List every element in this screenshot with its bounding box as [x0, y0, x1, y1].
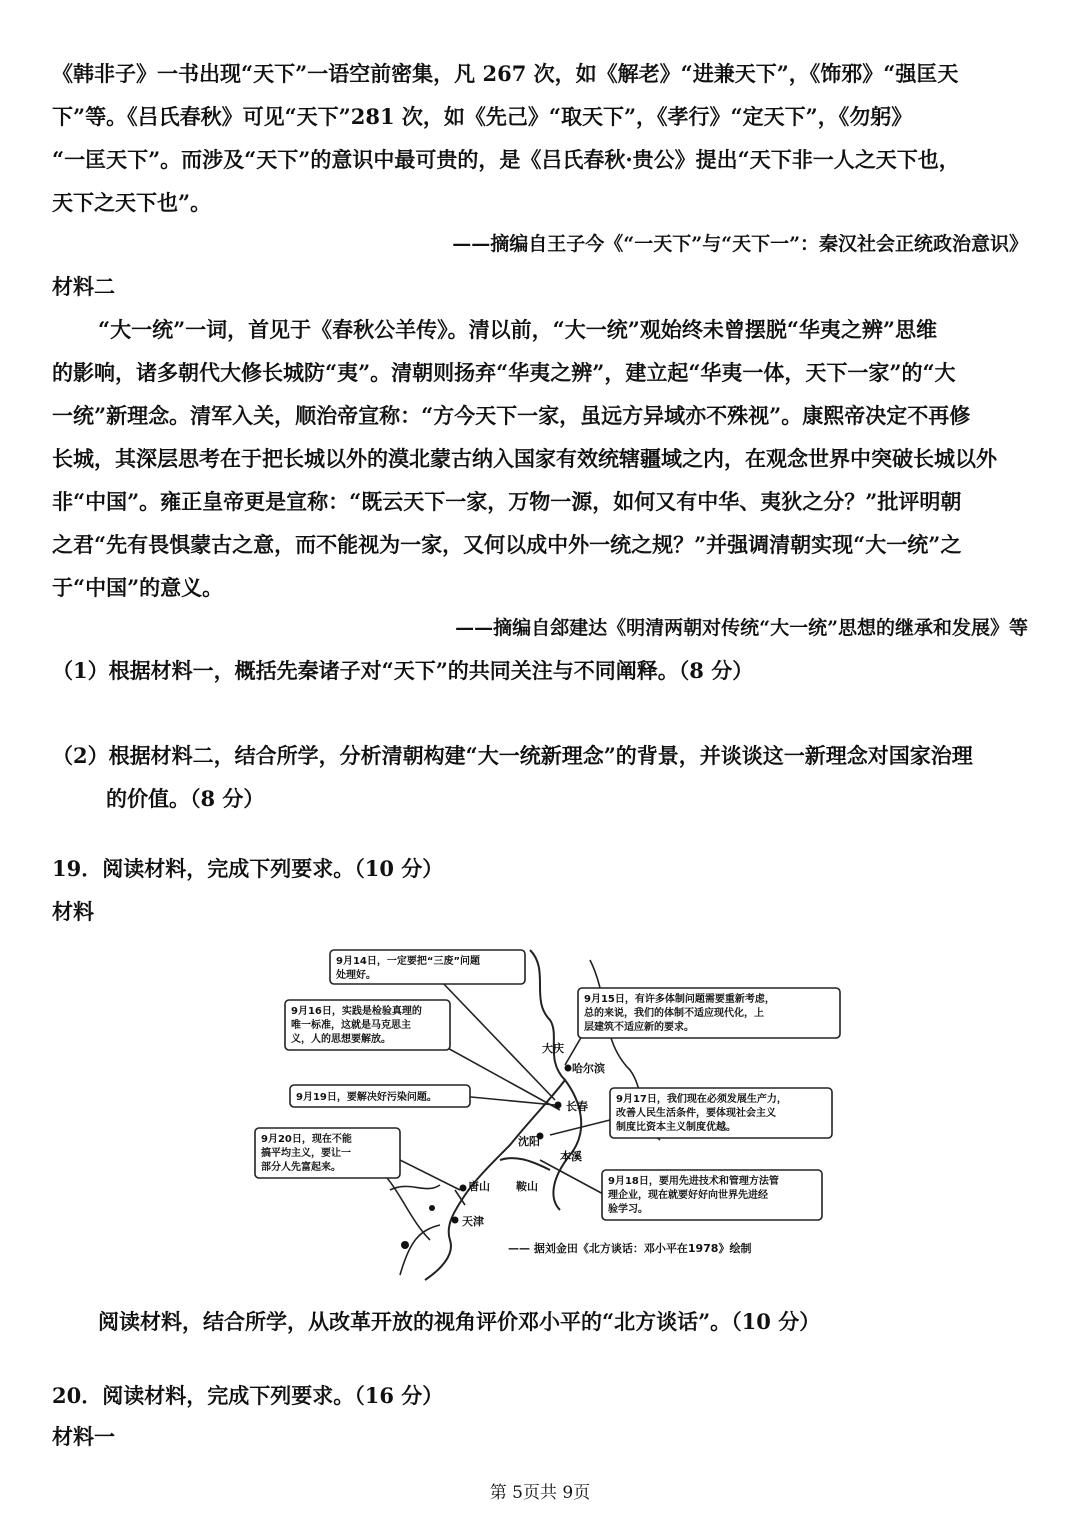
callout-0915-l1: 9月15日，有许多体制问题需要重新考虑，	[584, 994, 775, 1005]
callout-0918-l1: 9月18日，要用先进技术和管理方法管	[608, 1176, 779, 1187]
material2-line: 于“中国”的意义。	[52, 575, 224, 600]
map-source: —— 据刘金田《北方谈话：邓小平在1978》绘制	[508, 1242, 752, 1255]
city-label-anshan: 鞍山	[516, 1180, 538, 1193]
north-talk-map	[250, 940, 850, 1285]
material1-line: 天下之天下也”。	[52, 190, 212, 215]
question-1: （1）根据材料一，概括先秦诸子对“天下”的共同关注与不同阐释。（8 分）	[52, 658, 754, 683]
material2-title: 材料二	[52, 274, 115, 299]
material2-line: 长城，其深层思考在于把长城以外的漠北蒙古纳入国家有效统辖疆域之内，在观念世界中突破长城以外	[52, 446, 997, 471]
city-dot-changchun	[555, 1102, 562, 1109]
city-dot-harbin	[565, 1065, 572, 1072]
callout-0916-l3: 义，人的思想要解放。	[291, 1034, 391, 1045]
material2-line: 非“中国”。雍正皇帝更是宣称：“既云天下一家，万物一源，如何又有中华、夷狄之分？”批评明朝	[52, 489, 962, 514]
callout-0918-l2: 理企业，现在就要好好向世界先进经	[608, 1190, 768, 1201]
callout-0920-l3: 部分人先富起来。	[261, 1162, 341, 1173]
callout-0915-l3: 层建筑不适应新的要求。	[584, 1022, 694, 1033]
callout-0915-l2: 总的来说，我们的体制不适应现代化，上	[584, 1008, 764, 1019]
city-dot-unlabeled	[429, 1205, 435, 1211]
question-19: 阅读材料，结合所学，从改革开放的视角评价邓小平的“北方谈话”。（10 分）	[98, 1309, 821, 1334]
material2-line: 的影响，诸多朝代大修长城防“夷”。清朝则扬弃“华夷之辨”，建立起“华夷一体，天下一家”的“大	[52, 360, 956, 385]
callout-0920-l2: 搞平均主义，要让一	[261, 1148, 351, 1159]
material2-line: “大一统”一词，首见于《春秋公羊传》。清以前，“大一统”观始终未曾摆脱“华夷之辨”思维	[98, 317, 937, 342]
question-20-title: 20．阅读材料，完成下列要求。（16 分）	[52, 1383, 444, 1408]
callout-0919: 9月19日，要解决好污染问题。	[296, 1092, 437, 1103]
question-2-cont: 的价值。（8 分）	[106, 786, 265, 811]
material1-line: 下”等。《吕氏春秋》可见“天下”281 次，如《先己》“取天下”，《孝行》“定天下”，《勿躬》	[52, 104, 913, 129]
question-19-material-label: 材料	[52, 899, 94, 924]
question-19-title: 19．阅读材料，完成下列要求。（10 分）	[52, 856, 444, 881]
map-region	[400, 1225, 440, 1275]
city-label-shenyang: 沈阳	[518, 1135, 540, 1148]
material1-line: 《韩非子》一书出现“天下”一语空前密集，凡 267 次，如《解老》“进兼天下”，《饰邪》“强匡天	[52, 61, 959, 86]
callout-0916-l1: 9月16日，实践是检验真理的	[291, 1006, 422, 1017]
city-dot-tianjin	[452, 1217, 459, 1224]
city-label-benxi: 本溪	[560, 1150, 582, 1163]
question-20-material-label: 材料一	[52, 1424, 115, 1449]
material2-line: 之君“先有畏惧蒙古之意，而不能视为一家，又何以成中外一统之规？”并强调清朝实现“大一统”之	[52, 532, 962, 557]
city-label-daqing: 大庆	[542, 1042, 564, 1055]
callout-0916-l2: 唯一标准，这就是马克思主	[291, 1020, 411, 1031]
callout-0917-l3: 制度比资本主义制度优越。	[616, 1122, 736, 1133]
question-2: （2）根据材料二，结合所学，分析清朝构建“大一统新理念”的背景，并谈谈这一新理念对国家治理	[52, 743, 973, 768]
city-dot-beijing	[401, 1241, 409, 1249]
city-label-harbin: 哈尔滨	[572, 1062, 605, 1075]
city-label-changchun: 长春	[566, 1100, 588, 1113]
city-label-tianjin: 天津	[462, 1215, 484, 1228]
material2-line: 一统”新理念。清军入关，顺治帝宣称：“方今天下一家，虽远方异域亦不殊视”。康熙帝决定不再修	[52, 403, 971, 428]
callout-0917-l2: 改善人民生活条件，要体现社会主义	[616, 1108, 776, 1119]
callout-0914-l1: 9月14日，一定要把“三废”问题	[336, 956, 481, 967]
callout-0918-l3: 验学习。	[608, 1204, 648, 1215]
source1: ——摘编自王子今《“一天下”与“天下一”：秦汉社会正统政治意识》	[452, 233, 1028, 255]
source2: ——摘编自郐建达《明清两朝对传统“大一统”思想的继承和发展》等	[455, 617, 1028, 639]
material1-line: “一匡天下”。而涉及“天下”的意识中最可贵的，是《吕氏春秋·贵公》提出“天下非一人之天下也，	[52, 147, 960, 172]
page-footer: 第 5页共 9页	[489, 1483, 591, 1503]
callout-0920-l1: 9月20日，现在不能	[261, 1134, 352, 1145]
city-dot-tangshan	[460, 1185, 467, 1192]
callout-0917-l1: 9月17日，我们现在必须发展生产力，	[616, 1094, 787, 1105]
city-label-tangshan: 唐山	[468, 1180, 490, 1193]
callout-0914-l2: 处理好。	[336, 970, 376, 981]
